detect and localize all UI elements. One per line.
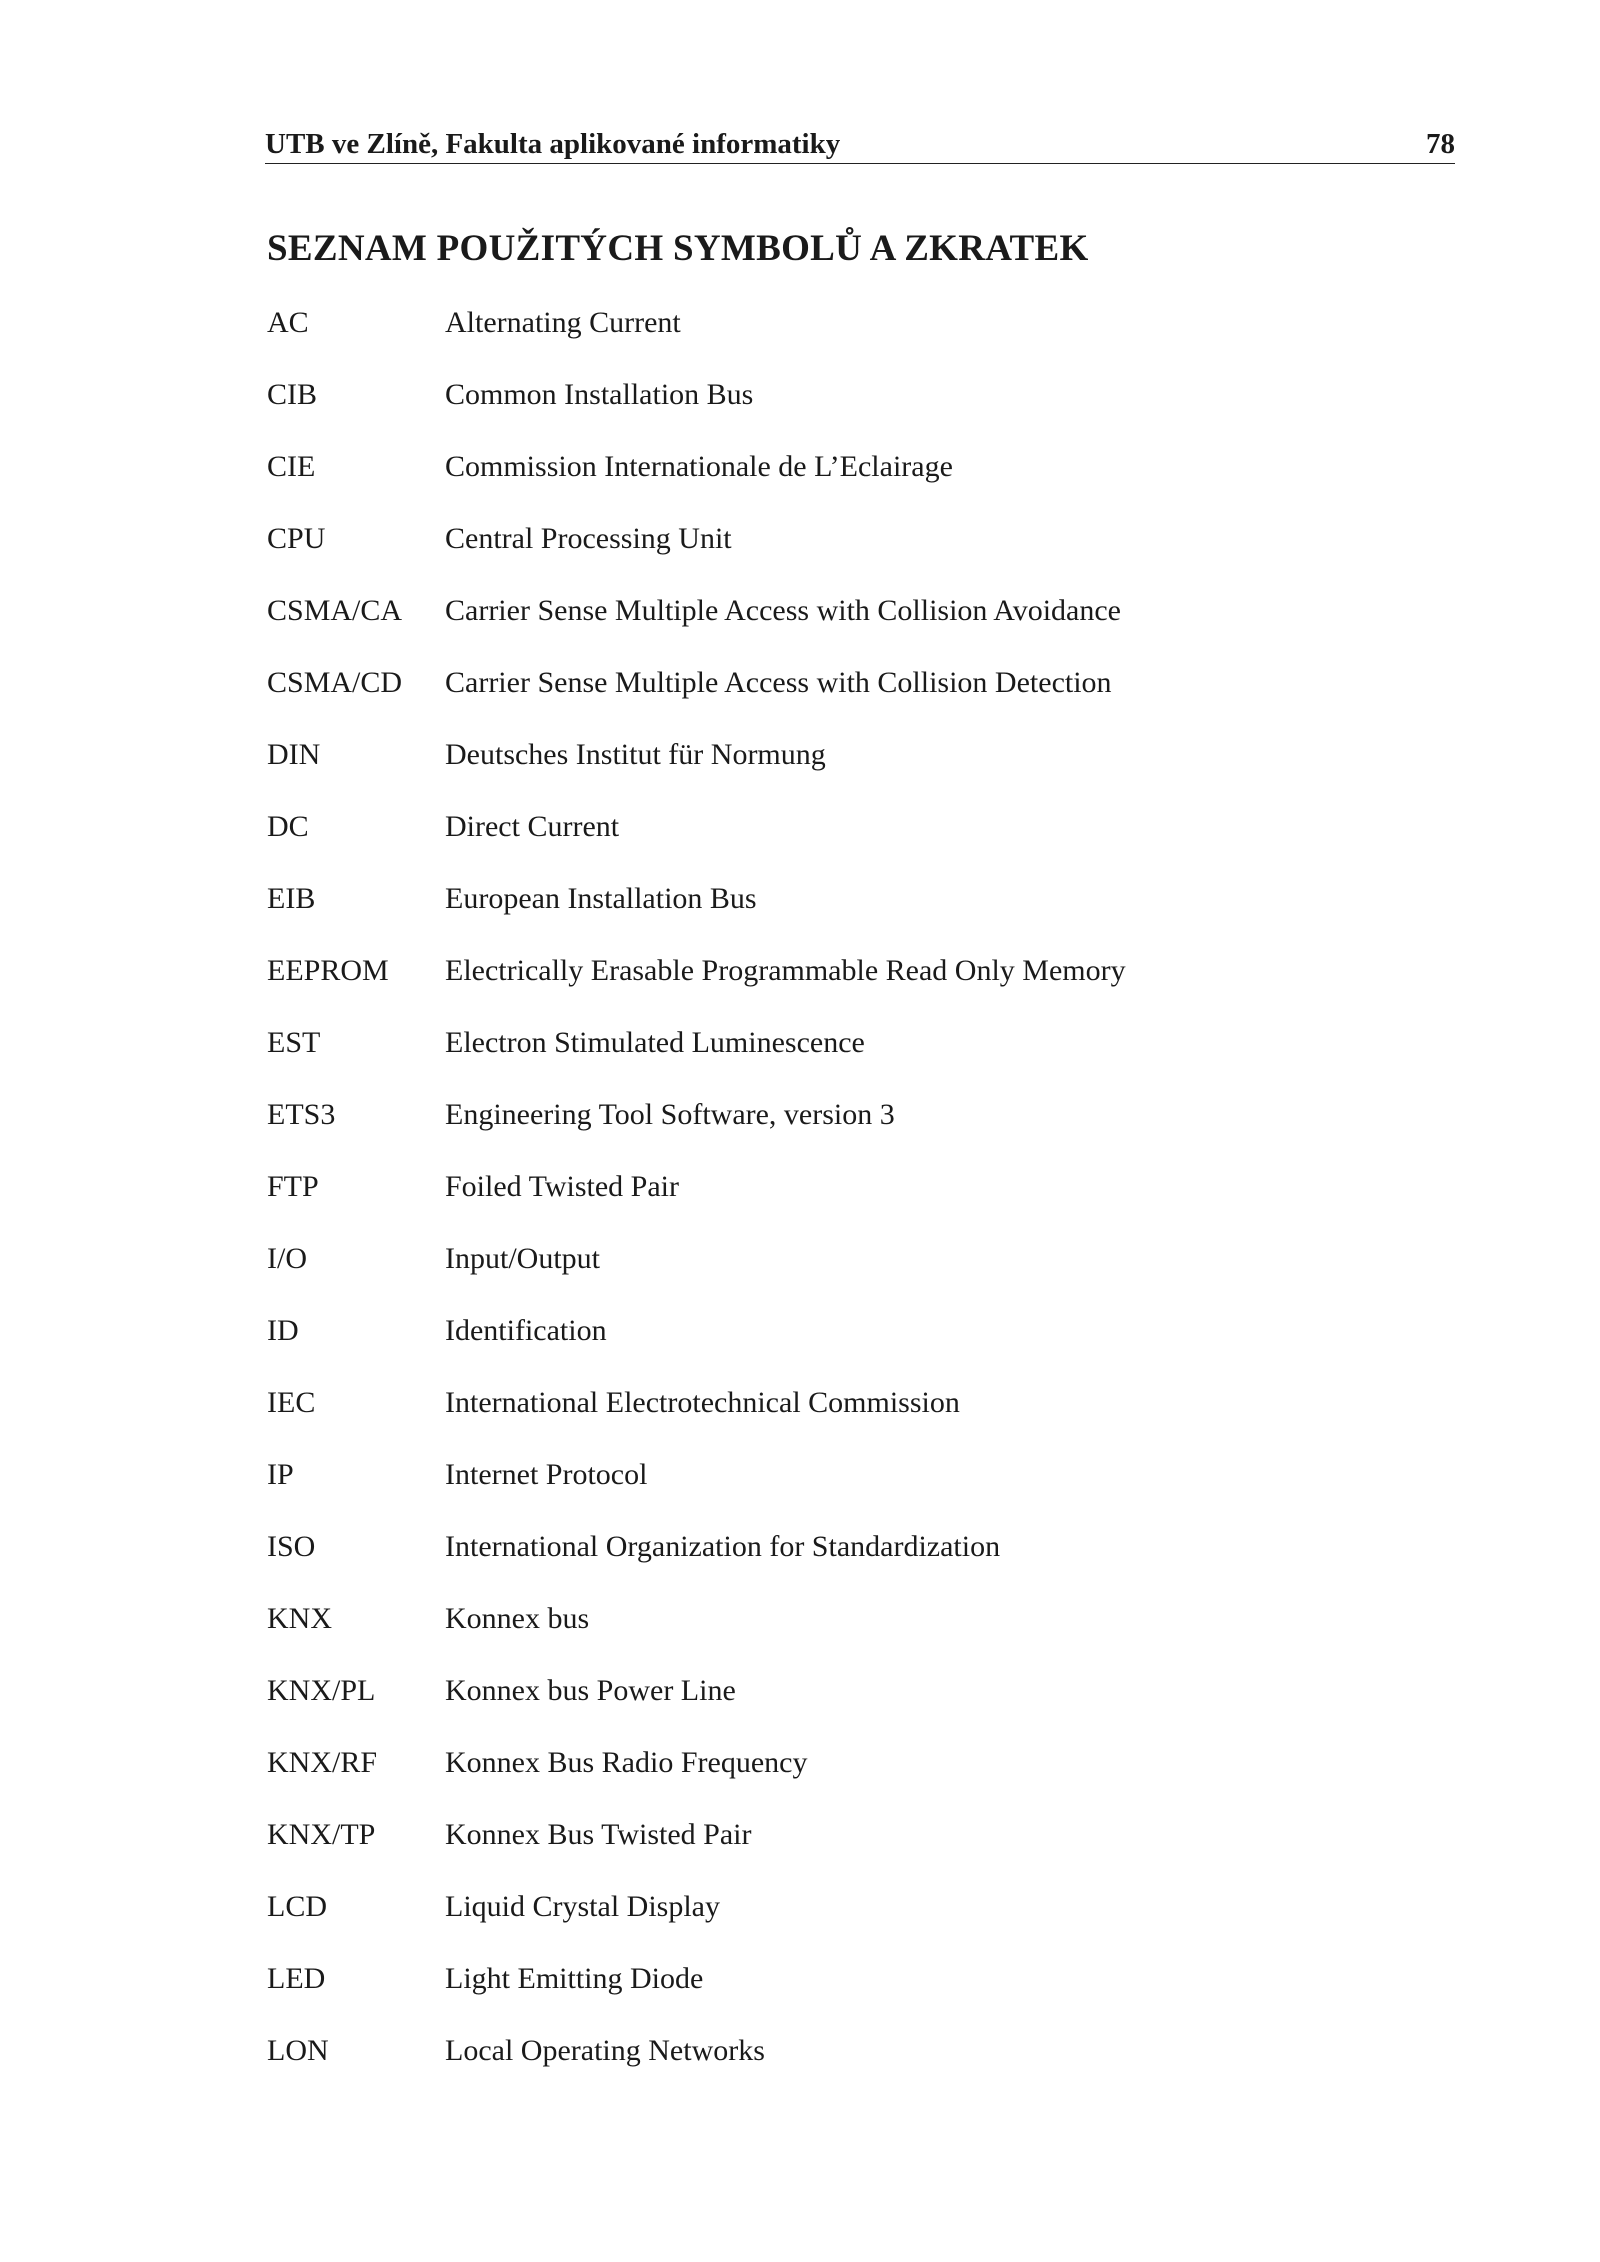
- abbreviation-definition: Identification: [445, 1314, 607, 1347]
- abbreviation-list: [267, 305, 1367, 2105]
- abbreviation-row: [267, 593, 1367, 665]
- abbreviation-row: [267, 1961, 1367, 2033]
- abbreviation-definition: Konnex bus Power Line: [445, 1674, 736, 1707]
- abbreviation-term: EST: [267, 1026, 321, 1059]
- abbreviation-row: [267, 2033, 1367, 2105]
- abbreviation-definition: Konnex bus: [445, 1602, 590, 1635]
- abbreviation-term: CPU: [267, 522, 326, 555]
- page-number: 78: [1426, 128, 1455, 160]
- abbreviation-term: ISO: [267, 1530, 316, 1563]
- abbreviation-term: KNX/TP: [267, 1818, 376, 1851]
- abbreviation-term: CIE: [267, 450, 316, 483]
- abbreviation-term: CIB: [267, 378, 318, 411]
- abbreviation-term: ID: [267, 1314, 299, 1347]
- abbreviation-definition: International Organization for Standardization: [445, 1530, 1001, 1563]
- abbreviation-row: [267, 1745, 1367, 1817]
- abbreviation-term: EIB: [267, 882, 316, 915]
- abbreviation-row: [267, 737, 1367, 809]
- abbreviation-term: IP: [267, 1458, 294, 1491]
- abbreviation-row: [267, 881, 1367, 953]
- abbreviation-row: [267, 953, 1367, 1025]
- abbreviation-definition: Foiled Twisted Pair: [445, 1170, 680, 1203]
- abbreviation-row: [267, 1673, 1367, 1745]
- page-title: SEZNAM POUŽITÝCH SYMBOLŮ A ZKRATEK: [267, 228, 1089, 269]
- abbreviation-definition: Konnex Bus Twisted Pair: [445, 1818, 752, 1851]
- abbreviation-row: [267, 1169, 1367, 1241]
- abbreviation-definition: Light Emitting Diode: [445, 1962, 704, 1995]
- abbreviation-term: CSMA/CA: [267, 594, 403, 627]
- abbreviation-definition: Internet Protocol: [445, 1458, 648, 1491]
- abbreviation-row: [267, 1313, 1367, 1385]
- abbreviation-definition: Deutsches Institut für Normung: [445, 738, 826, 771]
- abbreviation-definition: Konnex Bus Radio Frequency: [445, 1746, 808, 1779]
- abbreviation-term: LON: [267, 2034, 329, 2067]
- abbreviation-row: [267, 521, 1367, 593]
- page-header: [265, 120, 1455, 164]
- abbreviation-term: DC: [267, 810, 309, 843]
- abbreviation-definition: Direct Current: [445, 810, 620, 843]
- abbreviation-row: [267, 449, 1367, 521]
- abbreviation-definition: Local Operating Networks: [445, 2034, 765, 2067]
- abbreviation-row: [267, 665, 1367, 737]
- abbreviation-definition: Commission Internationale de L’Eclairage: [445, 450, 953, 483]
- abbreviation-row: [267, 1097, 1367, 1169]
- abbreviation-term: FTP: [267, 1170, 319, 1203]
- abbreviation-definition: Electron Stimulated Luminescence: [445, 1026, 865, 1059]
- abbreviation-row: [267, 1241, 1367, 1313]
- abbreviation-row: [267, 377, 1367, 449]
- abbreviation-term: IEC: [267, 1386, 316, 1419]
- abbreviation-term: I/O: [267, 1242, 307, 1275]
- abbreviation-term: EEPROM: [267, 954, 389, 987]
- abbreviation-term: CSMA/CD: [267, 666, 403, 699]
- abbreviation-definition: Engineering Tool Software, version 3: [445, 1098, 895, 1131]
- abbreviation-term: KNX: [267, 1602, 332, 1635]
- abbreviation-definition: Carrier Sense Multiple Access with Collision Avoidance: [445, 594, 1121, 627]
- abbreviation-row: [267, 1457, 1367, 1529]
- abbreviation-definition: European Installation Bus: [445, 882, 757, 915]
- abbreviation-term: DIN: [267, 738, 321, 771]
- abbreviation-definition: Input/Output: [445, 1242, 600, 1275]
- abbreviation-definition: Carrier Sense Multiple Access with Collision Detection: [445, 666, 1112, 699]
- abbreviation-definition: Electrically Erasable Programmable Read Only Memory: [445, 954, 1126, 987]
- abbreviation-definition: Liquid Crystal Display: [445, 1890, 720, 1923]
- abbreviation-row: [267, 1529, 1367, 1601]
- abbreviation-term: LCD: [267, 1890, 327, 1923]
- abbreviation-definition: Central Processing Unit: [445, 522, 732, 555]
- abbreviation-definition: Alternating Current: [445, 306, 681, 339]
- abbreviation-term: ETS3: [267, 1098, 336, 1131]
- abbreviation-term: AC: [267, 306, 309, 339]
- abbreviation-row: [267, 305, 1367, 377]
- abbreviation-term: LED: [267, 1962, 326, 1995]
- running-header: UTB ve Zlíně, Fakulta aplikované informatiky: [265, 128, 841, 160]
- abbreviation-definition: International Electrotechnical Commission: [445, 1386, 960, 1419]
- abbreviation-row: [267, 1817, 1367, 1889]
- abbreviation-term: KNX/PL: [267, 1674, 376, 1707]
- abbreviation-row: [267, 1601, 1367, 1673]
- abbreviation-row: [267, 809, 1367, 881]
- abbreviation-definition: Common Installation Bus: [445, 378, 754, 411]
- abbreviation-row: [267, 1025, 1367, 1097]
- abbreviation-row: [267, 1385, 1367, 1457]
- abbreviation-row: [267, 1889, 1367, 1961]
- abbreviation-term: KNX/RF: [267, 1746, 378, 1779]
